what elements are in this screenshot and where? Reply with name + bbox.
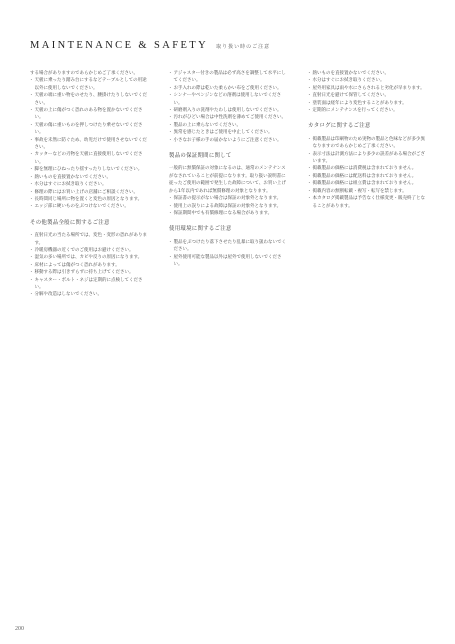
list-item: ・ 本カタログ掲載製品は予告なく仕様変更・販売終了となることがあります。 [308,195,428,210]
list-item: ・ 屋外用家具は雨や水にさらされると劣化が早まります。 [308,85,428,92]
list-item: ・ 研磨剤入りの洗剤やたわしは使用しないでください。 [169,107,289,114]
list-item: ・ 掲載内容の無断転載・複写・転写を禁じます。 [308,188,428,195]
page-header [30,40,270,51]
list-item: ・ お手入れの際は乾いた柔らかい布をご使用ください。 [169,85,289,92]
catalog-list [308,136,428,210]
list-item: ・ 天板に乗ったり踏み台にするなどテーブルとしての用途以外に使用しないでください。 [30,77,150,92]
list-item: ・ 熱いものを直接置かないでください。 [30,174,150,181]
list-item: ・ シンナーやベンジンなどの溶剤は使用しないでください。 [169,92,289,107]
list-item: ・ 脚を無理にひねったり揺すったりしないでください。 [30,166,150,173]
list-item: ・ 天板の傷に重いものを押しつけたり乗せないでください。 [30,122,150,137]
column-middle [169,70,289,622]
list-item: ・ 製品をぶつけたり落下させたり乱暴に取り扱わないでください。 [169,239,289,254]
list-item: ・ 掲載製品の価格には組立費は含まれておりません。 [308,180,428,187]
warranty-text: 一般的に無償保証の対象になるのは、通常のメンテナンスがなされていることが前提になります。取り扱い説明書に従ったご使用の範囲で発生した故障について、お買い上げから1年以内であれば無償修理の対象となります。 [169,166,286,194]
list-item: ・ 事故を未然に防ぐため、幼児だけで使用させないでください。 [30,137,150,152]
list-item: ・ 異常を感じたときはご使用を中止してください。 [169,129,289,136]
page-title: MAINTENANCE & SAFETY [30,40,209,51]
list-item: ・ 汚れがひどい場合は中性洗剤を薄めてご使用ください。 [169,114,289,121]
list-item: ・ 直射日光を避けて保管してください。 [308,92,428,99]
list-item: ・ アジャスター付きの製品は必ず高さを調整して水平にしてください。 [169,70,289,85]
caution-list-general [30,77,150,210]
list-item: ・ 保証期間中でも有償修理になる場合があります。 [169,210,289,217]
list-item: ・ 掲載製品の価格には消費税は含まれておりません。 [308,165,428,172]
list-item: ・ 屋外使用可能な製品以外は屋外で使用しないでください。 [169,254,289,269]
list-item: ・ 長時間同じ場所に物を置くと変色の原因となります。 [30,196,150,203]
list-item: ・ 分解や改造はしないでください。 [30,291,150,298]
warranty-list [169,195,289,217]
caution-list-outdoor [308,70,428,114]
list-item: ・ 掲載製品の価格には配送料は含まれておりません。 [308,173,428,180]
list-item: ・ 冷暖房機器の近くでのご使用はお避けください。 [30,247,150,254]
list-item: ・ 移動する際は引きずらずに持ち上げてください。 [30,269,150,276]
caution-list-care [169,70,289,144]
intro-text: する場合がありますのであらかじめご了承ください。 [30,71,138,76]
list-item: ・ 水分はすぐにお拭き取りください。 [30,181,150,188]
list-item: ・ 直射日光の当たる場所では、変色・変形の恐れがあります。 [30,232,150,247]
list-item: ・ キャスター・ボルト・ネジは定期的に点検してください。 [30,277,150,292]
list-item: ・ 掲載製品は印刷物のため実物の製品と色味などが多少異なりますのであらかじめご了承ください。 [308,136,428,151]
list-item: ・ 水分はすぐにお拭き取りください。 [308,77,428,84]
list-item: ・ 保証書の提示がない場合は保証の対象外となります。 [169,195,289,202]
list-item: ・ 天板の端に重い物をのせたり、腰掛けたりしないでください。 [30,92,150,107]
list-item: ・ 修理の際にはお買い上げの店舗にご相談ください。 [30,189,150,196]
list-item: ・ 使用上の誤りによる故障は保証の対象外となります。 [169,203,289,210]
section-title-warranty: 製品の保証期間に関して [169,153,232,160]
list-item: ・ エッジ部に硬いものをぶつけないでください。 [30,203,150,210]
environment-list [169,239,289,269]
list-item: ・ 床材によっては傷がつく恐れがあります。 [30,262,150,269]
list-item: ・ 塗装面は経年により変色することがあります。 [308,100,428,107]
list-item: ・ カッターなどの刃物を天板に直接使用しないでください。 [30,151,150,166]
list-item: ・ 天板の上に傷がつく恐れのある物を置かないでください。 [30,107,150,122]
section-title-catalog: カタログに関するご注意 [308,123,371,130]
page-number: 200 [15,626,24,632]
list-item: ・ 製品の上に乗らないでください。 [169,122,289,129]
list-item: ・ 表示寸法は計測方法により多少の誤差がある場合がございます。 [308,151,428,166]
page-subtitle: 取り扱い時のご注意 [216,44,271,50]
content-columns [30,70,428,622]
caution-list-products [30,232,150,299]
section-title-general-products: その他製品全般に関するご注意 [30,219,110,226]
column-left [30,70,150,622]
list-item: ・ 小さなお子様の手の届かないようにご注意ください。 [169,137,289,144]
list-item: ・ 熱いものを直接置かないでください。 [308,70,428,77]
list-item: ・ 湿気の多い場所では、カビや反りの原因になります。 [30,254,150,261]
list-item: ・ 定期的にメンテナンスを行ってください。 [308,107,428,114]
column-right [308,70,428,622]
section-title-environment: 使用環境に関するご注意 [169,226,232,233]
